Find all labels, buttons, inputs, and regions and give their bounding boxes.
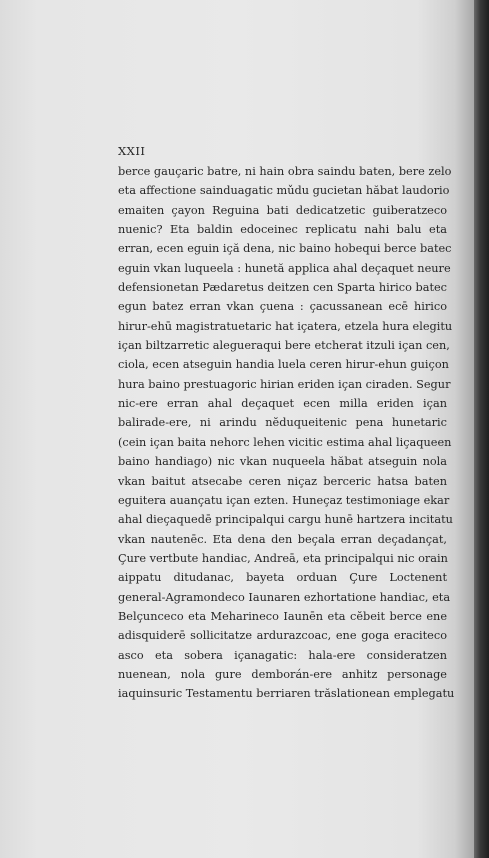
text-line: adisquiderē sollicitatze ardurazcoac, ene goga eraciteco: [118, 629, 447, 643]
text-line: Belçunceco eta Meharineco Iaunēn eta cĕbeit berce ene: [118, 609, 447, 623]
text-line: vkan baitut atsecabe ceren niçaz berceric hatsa baten: [118, 474, 447, 488]
text-line: ciola, ecen atseguin handia luela ceren hirur-ehun guiçon: [118, 358, 449, 372]
text-line: vkan nautenēc. Eta dena den beçala erran deçadançat,: [118, 532, 447, 546]
text-line: aippatu ditudanac, bayeta orduan Çure Loctenent: [118, 571, 447, 585]
text-line: balirade-ere, ni arindu nĕduqueitenic pena hunetaric: [118, 416, 447, 430]
page-number: XXII: [118, 144, 146, 158]
text-line: nic-ere erran ahal deçaquet ecen milla eriden içan: [118, 397, 447, 411]
text-line: erran, ecen eguin içă dena, nic baino hobequi berce batec: [118, 242, 452, 256]
text-line: ahal dieçaquedē principalqui cargu hunē hartzera incitatu: [118, 513, 453, 527]
body-text: [118, 162, 455, 704]
text-line: eguitera auançatu içan ezten. Huneçaz testimoniage ekar: [118, 493, 450, 507]
text-line: egun batez erran vkan çuena : çacussanean ecē hirico: [118, 300, 447, 314]
text-line: iaquinsuric Testamentu berriaren trăslationean emplegatu: [118, 687, 455, 701]
text-line: nuenean, nola gure demborán-ere anhitz personage: [118, 667, 447, 681]
text-line: eguin vkan luqueela : hunetă applica ahal deçaquet neure: [118, 261, 451, 275]
text-line: içan biltzarretic alegueraqui bere etcherat itzuli içan cen,: [118, 339, 450, 353]
text-line: general-Agramondeco Iaunaren ezhortatione handiac, eta: [118, 590, 451, 604]
text-line: emaiten çayon Reguina bati dedicatzetic guiberatzeco: [118, 203, 447, 217]
text-line: defensionetan Pædaretus deitzen cen Sparta hirico batec: [118, 281, 447, 295]
text-line: asco eta sobera içanagatic: hala-ere consideratzen: [118, 648, 447, 662]
text-line: hirur-ehū magistratuetaric hat içatera, etzela hura elegitu: [118, 319, 453, 333]
text-line: nuenic? Eta baldin edoceinec replicatu nahi balu eta: [118, 223, 447, 237]
book-gutter: [474, 0, 489, 858]
text-line: berce gauçaric batre, ni hain obra saindu baten, bere zelo: [118, 165, 452, 178]
text-line: hura baino prestuagoric hirian eriden içan ciraden. Segur: [118, 377, 451, 391]
text-line: baino handiago) nic vkan nuqueela hăbat atseguin nola: [118, 455, 447, 469]
text-line: Çure vertbute handiac, Andreā, eta principalqui nic orain: [118, 551, 448, 565]
text-line: eta affectione sainduagatic mǔdu gucietan hăbat laudorio: [118, 184, 450, 198]
text-line: (cein içan baita nehorc lehen vicitic estima ahal liçaqueen: [118, 435, 452, 449]
